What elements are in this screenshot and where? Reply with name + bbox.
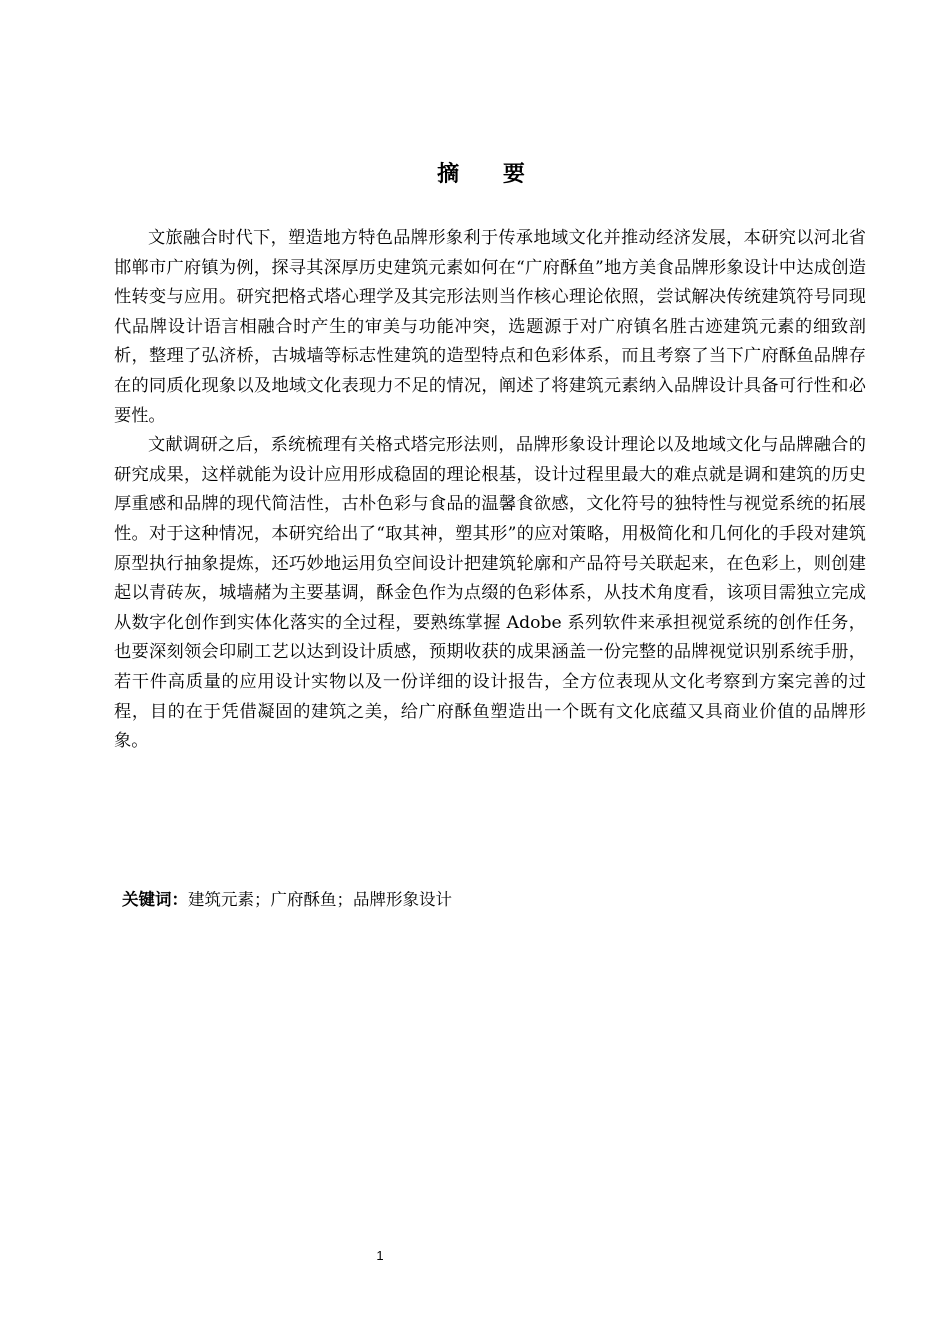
page-number: 1 [376,1248,384,1263]
keywords-value: 建筑元素；广府酥鱼；品牌形象设计 [188,890,452,909]
abstract-body [114,224,866,757]
abstract-paragraph-1: 文旅融合时代下，塑造地方特色品牌形象利于传承地域文化并推动经济发展，本研究以河北省邯郸市广府镇为例，探寻其深厚历史建筑元素如何在“广府酥鱼”地方美食品牌形象设计中达成创造性转变与应用。研究把格式塔心理学及其完形法则当作核心理论依照，尝试解决传统建筑符号同现代品牌设计语言相融合时产生的审美与功能冲突，选题源于对广府镇名胜古迹建筑元素的细致剖析，整理了弘济桥，古城墙等标志性建筑的造型特点和色彩体系，而且考察了当下广府酥鱼品牌存在的同质化现象以及地域文化表现力不足的情况，阐述了将建筑元素纳入品牌设计具备可行性和必要性。 [114,228,866,426]
abstract-paragraph-2: 文献调研之后，系统梳理有关格式塔完形法则，品牌形象设计理论以及地域文化与品牌融合的研究成果，这样就能为设计应用形成稳固的理论根基，设计过程里最大的难点就是调和建筑的历史厚重感和品牌的现代简洁性，古朴色彩与食品的温馨食欲感，文化符号的独特性与视觉系统的拓展性。对于这种情况，本研究给出了“取其神，塑其形”的应对策略，用极简化和几何化的手段对建筑原型执行抽象提炼，还巧妙地运用负空间设计把建筑轮廓和产品符号关联起来，在色彩上，则创建起以青砖灰，城墙赭为主要基调，酥金色作为点缀的色彩体系，从技术角度看，该项目需独立完成从数字化创作到实体化落实的全过程，要熟练掌握 Adobe 系列软件来承担视觉系统的创作任务，也要深刻领会印刷工艺以达到设计质感，预期收获的成果涵盖一份完整的品牌视觉识别系统手册，若干件高质量的应用设计实物以及一份详细的设计报告，全方位表现从文化考察到方案完善的过程，目的在于凭借凝固的建筑之美，给广府酥鱼塑造出一个既有文化底蕴又具商业价值的品牌形象。 [114,435,866,752]
keywords-label: 关键词： [122,890,188,909]
keywords-line [122,886,822,914]
abstract-title: 摘 要 [437,162,543,187]
